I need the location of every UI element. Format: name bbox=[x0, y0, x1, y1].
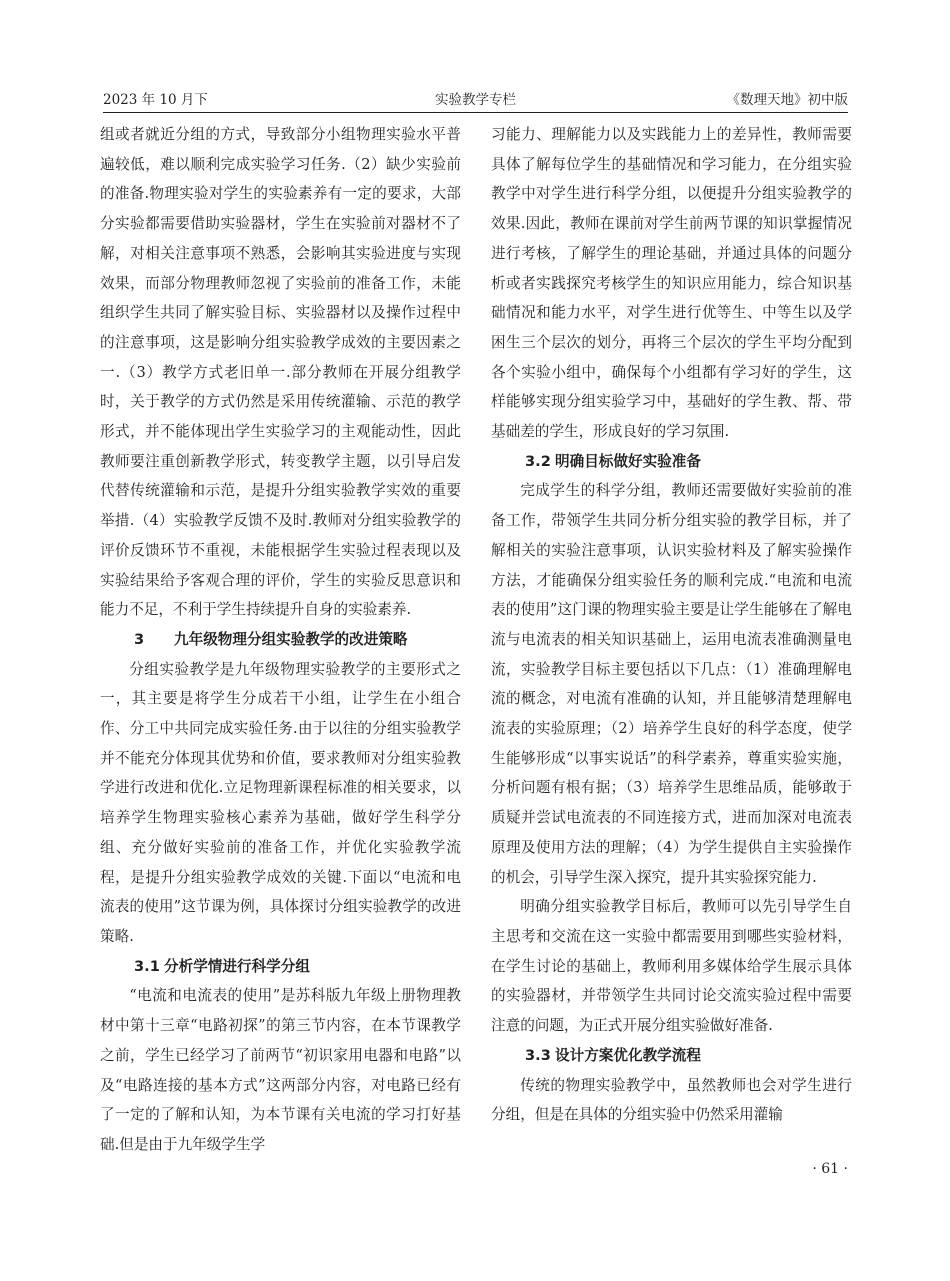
left-column bbox=[100, 120, 461, 1160]
section-heading-3-1 bbox=[100, 952, 461, 982]
section-title: 九年级物理分组实验教学的改进策略 bbox=[174, 630, 408, 648]
section-title: 设计方案优化教学流程 bbox=[555, 1046, 701, 1064]
header-date: 2023 年 10 月下 bbox=[103, 92, 208, 108]
header-rule bbox=[103, 112, 848, 113]
paragraph: 明确分组实验教学目标后，教师可以先引导学生自主思考和交流在这一实验中都需要用到哪些实验材料，在学生讨论的基础上，教师利用多媒体给学生展示具体的实验器材，并带领学生共同讨论交流实验过程中需要注意的问题，为正式开展分组实验做好准备. bbox=[491, 898, 852, 1035]
section-number: 3.2 bbox=[525, 452, 551, 470]
section-heading-3 bbox=[100, 625, 461, 655]
paragraph: 分组实验教学是九年级物理实验教学的主要形式之一，其主要是将学生分成若干小组，让学生在小组合作、分工中共同完成实验任务.由于以往的分组实验教学并不能充分体现其优势和价值，要求教师对分组实验教学进行改进和优化.立足物理新课程标准的相关要求，以培养学生物理实验核心素养为基础，做好学生科学分组、充分做好实验前的准备工作，并优化实验教学流程，是提升分组实验教学成效的关键.下面以“电流和电流表的使用”这节课为例，具体探讨分组实验教学的改进策略. bbox=[100, 660, 461, 945]
paragraph: 组或者就近分组的方式，导致部分小组物理实验水平普遍较低，难以顺利完成实验学习任务.（2）缺少实验前的准备.物理实验对学生的实验素养有一定的要求，大部分实验都需要借助实验器材，学生在实验前对器材不了解，对相关注意事项不熟悉，会影响其实验进度与实现效果，而部分物理教师忽视了实验前的准备工作，未能组织学生共同了解实验目标、实验器材以及操作过程中的注意事项，这是影响分组实验教学成效的主要因素之一.（3）教学方式老旧单一.部分教师在开展分组教学时，关于教学的方式仍然是采用传统灌输、示范的教学形式，并不能体现出学生实验学习的主观能动性，因此教师要注重创新教学形式，转变教学主题，以引导启发代替传统灌输和示范，是提升分组实验教学实效的重要举措.（4）实验教学反馈不及时.教师对分组实验教学的评价反馈环节不重视，未能根据学生实验过程表现以及实验结果给予客观合理的评价，学生的实验反思意识和能力不足，不利于学生持续提升自身的实验素养. bbox=[100, 126, 461, 619]
section-heading-3-2 bbox=[491, 447, 852, 477]
section-title: 明确目标做好实验准备 bbox=[555, 452, 701, 470]
paragraph: 习能力、理解能力以及实践能力上的差异性，教师需要具体了解每位学生的基础情况和学习能力，在分组实验教学中对学生进行科学分组，以便提升分组实验教学的效果.因此，教师在课前对学生前两节课的知识掌握情况进行考核，了解学生的理论基础，并通过具体的问题分析或者实践探究考核学生的知识应用能力，综合知识基础情况和能力水平，对学生进行优等生、中等生以及学困生三个层次的划分，再将三个层次的学生平均分配到各个实验小组中，确保每个小组都有学习好的学生，这样能够实现分组实验学习中，基础好的学生教、帮、带基础差的学生，形成良好的学习氛围. bbox=[491, 126, 852, 441]
section-number: 3.3 bbox=[525, 1046, 551, 1064]
paragraph: 完成学生的科学分组，教师还需要做好实验前的准备工作，带领学生共同分析分组实验的教学目标，并了解相关的实验注意事项，认识实验材料及了解实验操作方法，才能确保分组实验任务的顺利完成.“电流和电流表的使用”这门课的物理实验主要是让学生能够在了解电流与电流表的相关知识基础上，运用电流表准确测量电流，实验教学目标主要包括以下几点：（1）准确理解电流的概念，对电流有准确的认知，并且能够清楚理解电流表的实验原理；（2）培养学生良好的科学态度，使学生能够形成“以事实说话”的科学素养，尊重实验实施，分析问题有根有据；（3）培养学生思维品质，能够敢于质疑并尝试电流表的不同连接方式，进而加深对电流表原理及使用方法的理解；（4）为学生提供自主实验操作的机会，引导学生深入探究，提升其实验探究能力. bbox=[491, 482, 852, 886]
section-number: 3.1 bbox=[134, 957, 160, 975]
header-journal-name: 《数理天地》初中版 bbox=[726, 92, 848, 108]
page-number: · 61 · bbox=[812, 1161, 848, 1177]
section-heading-3-3 bbox=[491, 1041, 852, 1071]
paragraph: “电流和电流表的使用”是苏科版九年级上册物理教材中第十三章“电路初探”的第三节内容，在本节课教学之前，学生已经学习了前两节“初识家用电器和电路”以及“电路连接的基本方式”这两部分内容，对电路已经有了一定的了解和认知，为本节课有关电流的学习打好基础.但是由于九年级学生学 bbox=[100, 987, 461, 1153]
running-header bbox=[103, 88, 848, 110]
section-number: 3 bbox=[134, 630, 145, 648]
paragraph: 传统的物理实验教学中，虽然教师也会对学生进行分组，但是在具体的分组实验中仍然采用灌输 bbox=[491, 1076, 852, 1124]
header-column-name: 实验教学专栏 bbox=[435, 92, 516, 108]
section-title: 分析学情进行科学分组 bbox=[164, 957, 310, 975]
right-column bbox=[491, 120, 852, 1130]
